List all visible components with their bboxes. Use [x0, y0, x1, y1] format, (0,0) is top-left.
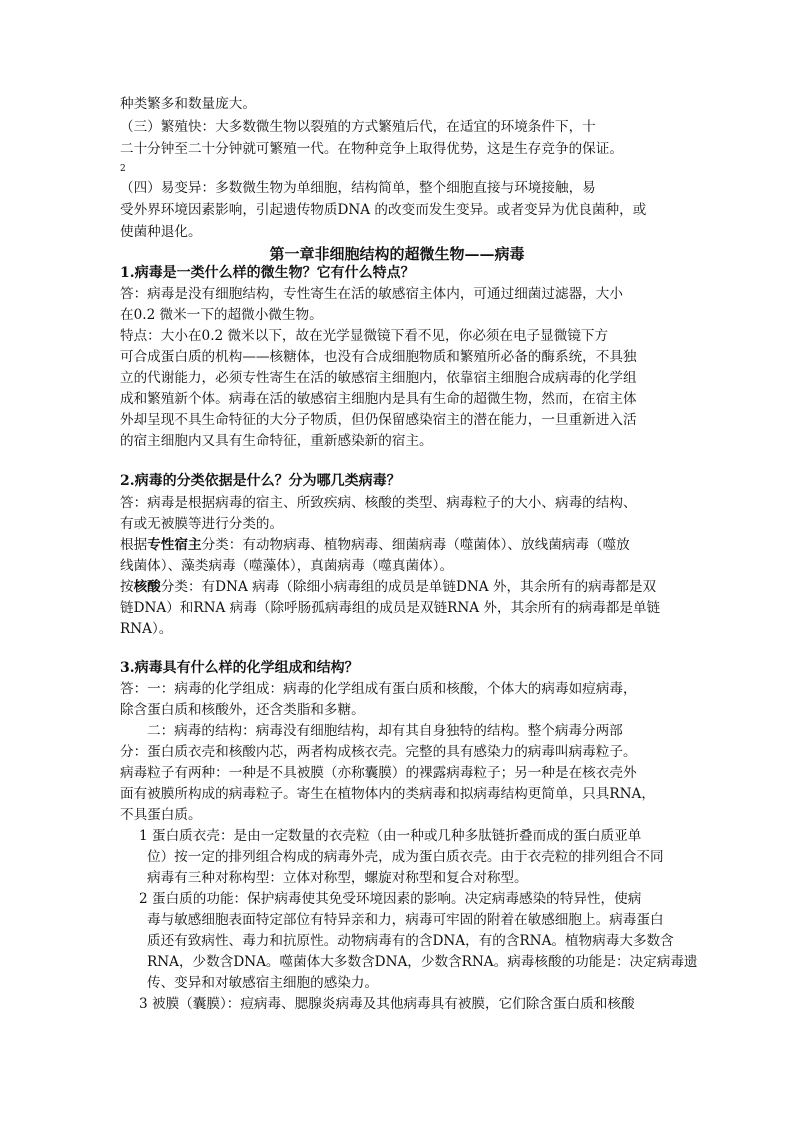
text-line: 除含蛋白质和核酸外，还含类脂和多糖。 [120, 702, 365, 718]
bold-term: 专性宿主 [147, 537, 202, 553]
text-line: 二十分钟至二十分钟就可繁殖一代。在物种竞争上取得优势，这是生存竞争的保证。 [120, 141, 623, 157]
text-line: 外却呈现不具生命特征的大分子物质，但仍保留感染宿主的潜在能力，一旦重新进入活 [120, 412, 637, 428]
text-line: 病毒有三种对称构型：立体对称型，螺旋对称型和复合对称型。 [147, 870, 528, 886]
text-line: RNA，少数含DNA。噬菌体大多数含DNA，少数含RNA。病毒核酸的功能是：决定病毒遗 [147, 954, 698, 970]
list-item: 2 蛋白质的功能：保护病毒使其免受环境因素的影响。决定病毒感染的特异性，使病 [139, 891, 642, 907]
text-line: 的宿主细胞内又具有生命特征，重新感染新的宿主。 [120, 433, 433, 449]
chapter-title: 第一章非细胞结构的超微生物——病毒 [269, 245, 525, 263]
text-line: RNA）。 [120, 621, 173, 637]
question-heading: 2.病毒的分类依据是什么？分为哪几类病毒？ [120, 473, 401, 489]
text-line: 特点：大小在0.2 微米以下，故在光学显微镜下看不见，你必须在电子显微镜下方 [120, 328, 609, 344]
text-line: 可合成蛋白质的机构——核糖体，也没有合成细胞物质和繁殖所必备的酶系统，不具独 [120, 349, 637, 365]
text-run: 分类：有动物病毒、植物病毒、细菌病毒（噬菌体）、放线菌病毒（噬放 [201, 537, 630, 553]
text-run: 根据 [120, 537, 148, 553]
bold-term: 核酸 [133, 579, 161, 595]
text-line: 毒与敏感细胞表面特定部位有特异亲和力，病毒可牢固的附着在敏感细胞上。病毒蛋白 [147, 912, 664, 928]
question-heading: 3.病毒具有什么样的化学组成和结构？ [120, 660, 359, 676]
text-line: 质还有致病性、毒力和抗原性。动物病毒有的含DNA，有的含RNA。植物病毒大多数含 [147, 933, 674, 949]
text-line: 使菌种退化。 [120, 224, 202, 240]
text-line: 链DNA）和RNA 病毒（除呼肠孤病毒组的成员是双链RNA 外，其余所有的病毒都是单链 [120, 600, 661, 616]
text-line: 受外界环境因素影响，引起遗传物质DNA 的改变而发生变异。或者变异为优良菌种，或 [120, 202, 647, 218]
text-line: 位）按一定的排列组合构成的病毒外壳，成为蛋白质衣壳。由于衣壳粒的排列组合不同 [147, 849, 664, 865]
text-line: 不具蛋白质。 [120, 807, 202, 823]
text-line: 有或无被膜等进行分类的。 [120, 516, 284, 532]
text-line: 病毒粒子有两种：一种是不具被膜（亦称囊膜）的裸露病毒粒子；另一种是在核衣壳外 [120, 765, 637, 781]
text-line: 立的代谢能力，必须专性寄生在活的敏感宿主细胞内，依靠宿主细胞合成病毒的化学组 [120, 370, 637, 386]
text-line: 种类繁多和数量庞大。 [120, 96, 256, 112]
text-line [120, 535, 630, 556]
text-line: 线菌体）、藻类病毒（噬藻体），真菌病毒（噬真菌体）。 [120, 558, 454, 574]
text-run: 按 [120, 579, 134, 595]
text-line [120, 577, 656, 598]
text-line: 面有被膜所构成的病毒粒子。寄生在植物体内的类病毒和拟病毒结构更简单，只具RNA， [120, 786, 655, 802]
text-line: 成和繁殖新个体。病毒在活的敏感宿主细胞内是具有生命的超微生物，然而，在宿主体 [120, 391, 637, 407]
text-run: 分类：有DNA 病毒（除细小病毒组的成员是单链DNA 外，其余所有的病毒都是双 [160, 579, 657, 595]
text-line: 分：蛋白质衣壳和核酸内芯，两者构成核衣壳。完整的具有感染力的病毒叫病毒粒子。 [120, 744, 637, 760]
text-line: （三）繁殖快：大多数微生物以裂殖的方式繁殖后代，在适宜的环境条件下，十 [120, 119, 596, 135]
text-line: 二：病毒的结构：病毒没有细胞结构，却有其自身独特的结构。整个病毒分两部 [147, 723, 623, 739]
text-line: （四）易变异：多数微生物为单细胞，结构简单，整个细胞直接与环境接触，易 [120, 180, 596, 196]
text-line: 答：一：病毒的化学组成：病毒的化学组成有蛋白质和核酸，个体大的病毒如痘病毒， [120, 681, 637, 697]
list-item: 3 被膜（囊膜）：痘病毒、腮腺炎病毒及其他病毒具有被膜，它们除含蛋白质和核酸 [139, 996, 635, 1012]
question-heading: 1.病毒是一类什么样的微生物？它有什么特点？ [120, 265, 415, 281]
list-item: 1 蛋白质衣壳：是由一定数量的衣壳粒（由一种或几种多肽链折叠而成的蛋白质亚单 [139, 828, 642, 844]
text-line: 答：病毒是根据病毒的宿主、所致疾病、核酸的类型、病毒粒子的大小、病毒的结构、 [120, 495, 637, 511]
text-line: 传、变异和对敏感宿主细胞的感染力。 [147, 975, 379, 991]
text-line: 在0.2 微米一下的超微小微生物。 [120, 307, 323, 323]
page-number: 2 [120, 164, 126, 174]
text-line: 答：病毒是没有细胞结构，专性寄生在活的敏感宿主体内，可通过细菌过滤器，大小 [120, 286, 623, 302]
